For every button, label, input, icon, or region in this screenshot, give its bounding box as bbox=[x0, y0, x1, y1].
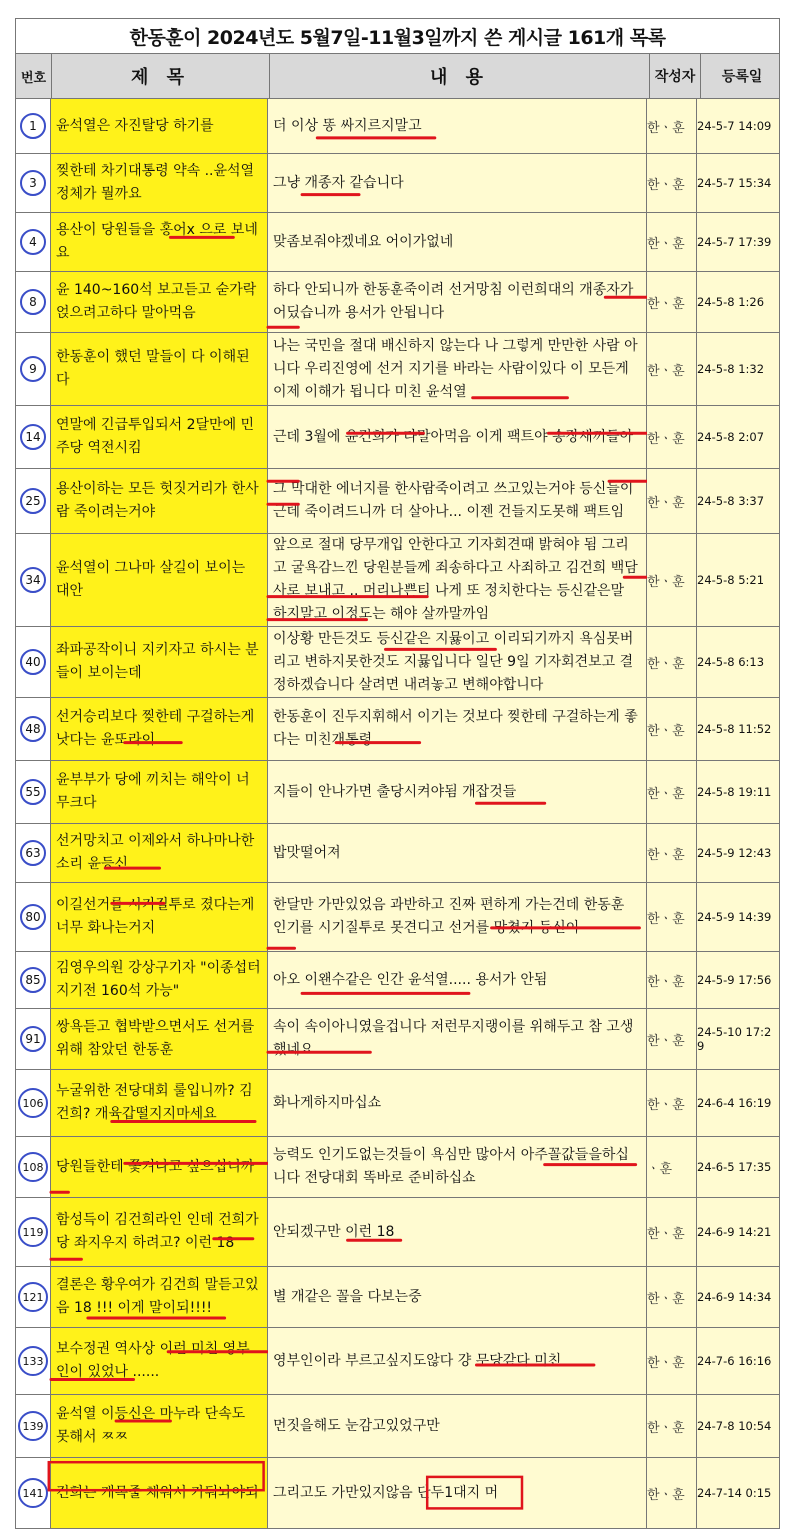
row-number-text: 48 bbox=[20, 716, 46, 742]
row-number bbox=[16, 99, 51, 153]
row-number-text: 63 bbox=[20, 840, 46, 866]
row-number bbox=[16, 534, 51, 626]
row-title-text: 쌍욕듣고 협박받으면서도 선거를 위해 참았던 한동훈 bbox=[56, 1019, 255, 1058]
table-row bbox=[15, 883, 780, 952]
row-title-text: 한동훈이 했던 말들이 다 이해된다 bbox=[56, 349, 250, 388]
row-date-text: 24-5-8 1:26 bbox=[697, 295, 765, 309]
row-author bbox=[647, 1137, 697, 1197]
row-author bbox=[647, 627, 697, 697]
row-number-text: 80 bbox=[20, 904, 46, 930]
row-title bbox=[51, 469, 268, 533]
row-title-text: 결론은 황우여가 김건희 말듣고있음 18 !!! 이게 말이되!!!! bbox=[56, 1277, 259, 1316]
row-title bbox=[51, 1328, 268, 1394]
row-date bbox=[697, 154, 779, 212]
row-content-text: 한동훈이 진두지휘해서 이기는 것보다 찢한테 구걸하는게 좋다는 미친개통령 bbox=[273, 709, 638, 748]
row-number-text: 14 bbox=[20, 424, 46, 450]
row-number-text: 91 bbox=[20, 1026, 46, 1052]
row-title-text: 선거승리보다 찢한테 구걸하는게 낫다는 윤또라이 bbox=[56, 709, 255, 748]
row-title-text: 윤석열은 자진탈당 하기를 bbox=[56, 117, 214, 134]
row-date bbox=[697, 1328, 779, 1394]
row-content bbox=[268, 824, 647, 882]
row-number-text: 121 bbox=[18, 1282, 48, 1312]
row-author bbox=[647, 1070, 697, 1136]
row-content-text: 하다 안되니까 한동훈죽이려 선거망침 이런희대의 개종자가 어딨습니까 용서가 안됩니다 bbox=[273, 282, 634, 321]
row-date bbox=[697, 761, 779, 823]
row-author bbox=[647, 213, 697, 271]
row-number bbox=[16, 469, 51, 533]
row-author-text: 한ㆍ훈 bbox=[647, 431, 685, 447]
row-date-text: 24-5-8 2:07 bbox=[697, 430, 765, 444]
row-title bbox=[51, 761, 268, 823]
table-row bbox=[15, 272, 780, 333]
row-date bbox=[697, 534, 779, 626]
row-number bbox=[16, 952, 51, 1008]
row-number bbox=[16, 1070, 51, 1136]
table-row bbox=[15, 824, 780, 883]
row-number bbox=[16, 1009, 51, 1069]
row-date bbox=[697, 952, 779, 1008]
row-date bbox=[697, 406, 779, 468]
row-content-text: 밥맛떨어져 bbox=[273, 844, 341, 861]
row-date-text: 24-5-7 17:39 bbox=[697, 235, 772, 249]
row-author bbox=[647, 1395, 697, 1457]
row-content-text: 맞좀보줘야겠네요 어이가없네 bbox=[273, 233, 454, 250]
table-row bbox=[15, 952, 780, 1009]
row-author-text: 한ㆍ훈 bbox=[647, 120, 685, 136]
row-date-text: 24-7-6 16:16 bbox=[697, 1354, 772, 1368]
row-content-text: 속이 속이아니였을겁니다 저런무지랭이를 위해두고 참 고생했네요 bbox=[273, 1019, 634, 1058]
row-content-text: 한달만 가만있었음 과반하고 진짜 편하게 가는건데 한동훈 인기를 시기질투로 못견디고 선거를 망쳤지 등신이 bbox=[273, 897, 625, 936]
row-number-text: 8 bbox=[20, 289, 46, 315]
row-date-text: 24-5-8 3:37 bbox=[697, 494, 765, 508]
row-author-text: 한ㆍ훈 bbox=[647, 974, 685, 990]
row-author-text: 한ㆍ훈 bbox=[647, 1420, 685, 1436]
row-title-text: 윤석열이 그나마 살길이 보이는 대안 bbox=[56, 560, 246, 599]
row-author-text: 한ㆍ훈 bbox=[647, 723, 685, 739]
row-author-text: 한ㆍ훈 bbox=[647, 847, 685, 863]
row-title bbox=[51, 1395, 268, 1457]
row-author bbox=[647, 333, 697, 405]
row-author bbox=[647, 99, 697, 153]
row-author bbox=[647, 824, 697, 882]
row-author bbox=[647, 534, 697, 626]
row-date-text: 24-5-9 12:43 bbox=[697, 846, 772, 860]
row-date-text: 24-5-8 5:21 bbox=[697, 573, 765, 587]
table-body bbox=[15, 99, 780, 1529]
row-content-text: 앞으로 절대 당무개입 안한다고 기자회견때 밝혀야 됨 그리고 굴욕감느낀 당원분들께 죄송하다고 사죄하고 김건희 백담사로 보내고 .. 머리나쁜티 나게 또 정치한다는 등신같은말 하지말고 이정도는 해야 살까말까임 bbox=[273, 537, 638, 622]
row-author-text: 한ㆍ훈 bbox=[647, 1355, 685, 1371]
row-author bbox=[647, 952, 697, 1008]
row-title bbox=[51, 1009, 268, 1069]
row-content bbox=[268, 99, 647, 153]
row-date bbox=[697, 469, 779, 533]
row-title-text: 누굴위한 전당대회 룰입니까? 김건희? 개육갑떨지지마세요 bbox=[56, 1083, 253, 1122]
row-title-text: 윤 140~160석 보고듣고 숟가락 얹으려고하다 말아먹음 bbox=[56, 282, 257, 321]
row-content-text: 별 개같은 꼴을 다보는중 bbox=[273, 1288, 422, 1305]
row-date bbox=[697, 1267, 779, 1327]
table-row bbox=[15, 99, 780, 154]
table-row bbox=[15, 154, 780, 213]
table-row bbox=[15, 534, 780, 627]
row-number-text: 3 bbox=[20, 170, 46, 196]
row-content bbox=[268, 406, 647, 468]
header-num: 번호 bbox=[16, 54, 52, 98]
row-date-text: 24-6-9 14:34 bbox=[697, 1290, 772, 1304]
row-title-text: 좌파공작이니 지키자고 하시는 분들이 보이는데 bbox=[56, 642, 259, 681]
row-date-text: 24-5-7 14:09 bbox=[697, 119, 772, 133]
row-number bbox=[16, 272, 51, 332]
row-number-text: 85 bbox=[20, 967, 46, 993]
row-number-text: 1 bbox=[20, 113, 46, 139]
row-number bbox=[16, 406, 51, 468]
table-row bbox=[15, 333, 780, 406]
table-header bbox=[15, 53, 780, 99]
row-content bbox=[268, 1267, 647, 1327]
row-date-text: 24-5-7 15:34 bbox=[697, 176, 772, 190]
row-number bbox=[16, 1328, 51, 1394]
row-author bbox=[647, 154, 697, 212]
table-row bbox=[15, 1198, 780, 1267]
row-number bbox=[16, 1458, 51, 1528]
row-number-text: 108 bbox=[18, 1152, 48, 1182]
row-date bbox=[697, 698, 779, 760]
row-number-text: 55 bbox=[20, 779, 46, 805]
row-author-text: 한ㆍ훈 bbox=[647, 786, 685, 802]
row-date bbox=[697, 627, 779, 697]
row-author-text: 한ㆍ훈 bbox=[647, 1097, 685, 1113]
row-content-text: 영부인이라 부르고싶지도않다 걍 무당같다 미친 bbox=[273, 1352, 562, 1369]
row-content-text: 화나게하지마십쇼 bbox=[273, 1094, 382, 1111]
row-title bbox=[51, 406, 268, 468]
row-date bbox=[697, 1395, 779, 1457]
row-content bbox=[268, 1009, 647, 1069]
row-title bbox=[51, 534, 268, 626]
row-date bbox=[697, 99, 779, 153]
row-title bbox=[51, 627, 268, 697]
row-number bbox=[16, 883, 51, 951]
row-content-text: 그냥 개종자 같습니다 bbox=[273, 174, 404, 191]
table-row bbox=[15, 1009, 780, 1070]
row-date-text: 24-7-14 0:15 bbox=[697, 1486, 772, 1500]
row-content-text: 나는 국민을 절대 배신하지 않는다 나 그렇게 만만한 사람 아니다 우리진영에 선거 지기를 바라는 사람이있다 이 모든게 이제 이해가 됩니다 미친 윤석열 bbox=[273, 337, 638, 400]
row-title-text: 이길선거를 시기질투로 졌다는게 너무 화나는거지 bbox=[56, 897, 255, 936]
row-content bbox=[268, 952, 647, 1008]
row-date-text: 24-5-8 19:11 bbox=[697, 785, 772, 799]
row-title bbox=[51, 272, 268, 332]
page-title: 한동훈이 2024년도 5월7일-11월3일까지 쓴 게시글 161개 목록 bbox=[15, 18, 780, 53]
row-number bbox=[16, 1267, 51, 1327]
row-title-text: 윤부부가 당에 끼치는 해악이 너무크다 bbox=[56, 772, 250, 811]
row-author-text: 한ㆍ훈 bbox=[647, 1226, 685, 1242]
row-number bbox=[16, 1395, 51, 1457]
table-row bbox=[15, 469, 780, 534]
row-number bbox=[16, 333, 51, 405]
row-title bbox=[51, 1070, 268, 1136]
row-title bbox=[51, 333, 268, 405]
row-title-text: 용산이 당원들을 홍어x 으로 보네요 bbox=[56, 222, 258, 261]
row-content bbox=[268, 1137, 647, 1197]
header-date: 등록일 bbox=[721, 69, 763, 85]
row-date bbox=[697, 824, 779, 882]
row-content bbox=[268, 883, 647, 951]
row-author bbox=[647, 1267, 697, 1327]
row-title-text: 연말에 긴급투입되서 2달만에 민주당 역전시킴 bbox=[56, 417, 255, 456]
row-title bbox=[51, 952, 268, 1008]
table-row bbox=[15, 406, 780, 469]
row-title-text: 찢한테 차기대통령 약속 ..윤석열 정체가 뭘까요 bbox=[56, 163, 255, 202]
row-title bbox=[51, 1267, 268, 1327]
table-row bbox=[15, 627, 780, 698]
row-author-text: 한ㆍ훈 bbox=[647, 1487, 685, 1503]
row-title bbox=[51, 698, 268, 760]
row-author-text: 한ㆍ훈 bbox=[647, 177, 685, 193]
row-author bbox=[647, 1198, 697, 1266]
row-content bbox=[268, 1198, 647, 1266]
row-date-text: 24-5-9 17:56 bbox=[697, 973, 772, 987]
row-title bbox=[51, 883, 268, 951]
row-author-text: 한ㆍ훈 bbox=[647, 656, 685, 672]
row-content bbox=[268, 1328, 647, 1394]
row-date-text: 24-5-9 14:39 bbox=[697, 910, 772, 924]
row-content-text: 먼짓을해도 눈감고있었구만 bbox=[273, 1417, 440, 1434]
row-date-text: 24-7-8 10:54 bbox=[697, 1419, 772, 1433]
row-number bbox=[16, 698, 51, 760]
table-row bbox=[15, 1267, 780, 1328]
row-title bbox=[51, 824, 268, 882]
table-row bbox=[15, 1137, 780, 1198]
row-content-text: 안되겠구만 이런 18 bbox=[273, 1223, 395, 1240]
table-row bbox=[15, 1395, 780, 1458]
row-author bbox=[647, 1009, 697, 1069]
row-author-text: 한ㆍ훈 bbox=[647, 1291, 685, 1307]
row-date bbox=[697, 1070, 779, 1136]
row-author bbox=[647, 883, 697, 951]
row-date bbox=[697, 1458, 779, 1528]
header-author: 작성자 bbox=[650, 54, 701, 98]
table-row bbox=[15, 1328, 780, 1395]
row-number-text: 106 bbox=[18, 1088, 48, 1118]
row-author bbox=[647, 761, 697, 823]
row-title bbox=[51, 99, 268, 153]
row-date bbox=[697, 883, 779, 951]
row-date-text: 24-5-8 6:13 bbox=[697, 655, 765, 669]
row-content-text: 근데 3월에 윤건희가 다말아먹음 이게 팩트야 송장새끼들아 bbox=[273, 428, 634, 445]
row-title-text: 윤석열 이등신은 마누라 단속도 못해서 ㅉㅉ bbox=[56, 1406, 246, 1445]
row-date bbox=[697, 213, 779, 271]
row-content bbox=[268, 534, 647, 626]
row-title-text: 보수정권 역사상 이런 미친 영부인이 있었나 ...... bbox=[56, 1341, 250, 1380]
row-title bbox=[51, 1458, 268, 1528]
row-title bbox=[51, 1198, 268, 1266]
row-number-text: 34 bbox=[20, 567, 46, 593]
row-content bbox=[268, 333, 647, 405]
row-title-text: 용산이하는 모든 헛짓거리가 한사람 죽이려는거야 bbox=[56, 481, 259, 520]
row-number bbox=[16, 824, 51, 882]
row-author bbox=[647, 469, 697, 533]
row-date-text: 24-5-8 1:32 bbox=[697, 362, 765, 376]
row-title-text: 선거망치고 이제와서 하나마나한 소리 윤등신 bbox=[56, 833, 255, 872]
row-title-text: 함성득이 김건희라인 인데 건희가 당 좌지우지 하려고? 이런 18 bbox=[56, 1212, 259, 1251]
row-content bbox=[268, 1395, 647, 1457]
row-content bbox=[268, 1458, 647, 1528]
row-number-text: 139 bbox=[18, 1411, 48, 1441]
row-date bbox=[697, 1137, 779, 1197]
row-author-text: 한ㆍ훈 bbox=[647, 363, 685, 379]
row-title bbox=[51, 154, 268, 212]
row-date-text: 24-6-4 16:19 bbox=[697, 1096, 772, 1110]
row-content-text: 이상황 만든것도 등신같은 지뮳이고 이리되기까지 욕심못버리고 변하지못한것도 지뮳입니다 일단 9일 기자회견보고 결정하겠습니다 살려면 내려놓고 변해야합니다 bbox=[273, 630, 634, 693]
row-number bbox=[16, 1198, 51, 1266]
row-content-text: 아오 이왠수같은 인간 윤석열..... 용서가 안됨 bbox=[273, 971, 548, 988]
row-author bbox=[647, 1458, 697, 1528]
row-content bbox=[268, 272, 647, 332]
row-author-text: 한ㆍ훈 bbox=[647, 495, 685, 511]
row-number-text: 141 bbox=[18, 1478, 48, 1508]
row-author-text: 한ㆍ훈 bbox=[647, 296, 685, 312]
table-row bbox=[15, 761, 780, 824]
row-content bbox=[268, 213, 647, 271]
row-number bbox=[16, 627, 51, 697]
row-author-text: 한ㆍ훈 bbox=[647, 1033, 685, 1049]
row-date-text: 24-6-5 17:35 bbox=[697, 1160, 772, 1174]
row-date-text: 24-5-10 17:29 bbox=[697, 1025, 772, 1053]
row-author-text: 한ㆍ훈 bbox=[647, 236, 685, 252]
row-content-text: 그 막대한 에너지를 한사람죽이려고 쓰고있는거야 등신들이 근데 죽이려드니까 더 살아나... 이젠 건들지도못해 팩트임 bbox=[273, 481, 634, 520]
row-number bbox=[16, 154, 51, 212]
row-content-text: 지들이 안나가면 출당시켜야됨 개잡것들 bbox=[273, 783, 517, 800]
row-content bbox=[268, 698, 647, 760]
table-row bbox=[15, 213, 780, 272]
row-author bbox=[647, 1328, 697, 1394]
row-title-text: 건희는 개목줄 채워서 가둬놔야되 bbox=[56, 1484, 259, 1501]
row-content-text: 능력도 인기도없는것들이 욕심만 많아서 아주꼴값들을하십니다 전당대회 똑바로 준비하십쇼 bbox=[273, 1147, 629, 1186]
row-number-text: 4 bbox=[20, 229, 46, 255]
header-content: 내 용 bbox=[270, 54, 650, 98]
row-author-text: ㆍ훈 bbox=[647, 1161, 673, 1177]
row-number bbox=[16, 1137, 51, 1197]
row-content bbox=[268, 627, 647, 697]
header-title: 제 목 bbox=[52, 54, 270, 98]
row-date bbox=[697, 1198, 779, 1266]
row-title-text: 김영우의원 강상구기자 "이종섭터지기전 160석 가능" bbox=[56, 960, 261, 999]
row-author bbox=[647, 272, 697, 332]
row-date bbox=[697, 272, 779, 332]
row-date-text: 24-6-9 14:21 bbox=[697, 1225, 772, 1239]
row-date bbox=[697, 1009, 779, 1069]
row-date-text: 24-5-8 11:52 bbox=[697, 722, 772, 736]
row-content bbox=[268, 761, 647, 823]
row-author bbox=[647, 406, 697, 468]
row-author bbox=[647, 698, 697, 760]
row-content-text: 더 이상 똥 싸지르지말고 bbox=[273, 117, 422, 134]
table-row bbox=[15, 698, 780, 761]
row-title bbox=[51, 213, 268, 271]
row-content bbox=[268, 469, 647, 533]
row-author-text: 한ㆍ훈 bbox=[647, 574, 685, 590]
row-number-text: 25 bbox=[20, 488, 46, 514]
row-number bbox=[16, 761, 51, 823]
post-list-sheet bbox=[15, 18, 780, 1529]
row-content-text: 그리고도 가만있지않음 단두1대지 머 bbox=[273, 1484, 499, 1501]
row-content bbox=[268, 1070, 647, 1136]
row-number bbox=[16, 213, 51, 271]
row-number-text: 119 bbox=[18, 1217, 48, 1247]
row-date bbox=[697, 333, 779, 405]
row-number-text: 9 bbox=[20, 356, 46, 382]
row-title-text: 당원들한테 쫓겨나고 싶으십니까 bbox=[56, 1158, 255, 1175]
row-number-text: 133 bbox=[18, 1346, 48, 1376]
row-number-text: 40 bbox=[20, 649, 46, 675]
table-row bbox=[15, 1458, 780, 1529]
row-title bbox=[51, 1137, 268, 1197]
row-author-text: 한ㆍ훈 bbox=[647, 911, 685, 927]
table-row bbox=[15, 1070, 780, 1137]
row-content bbox=[268, 154, 647, 212]
